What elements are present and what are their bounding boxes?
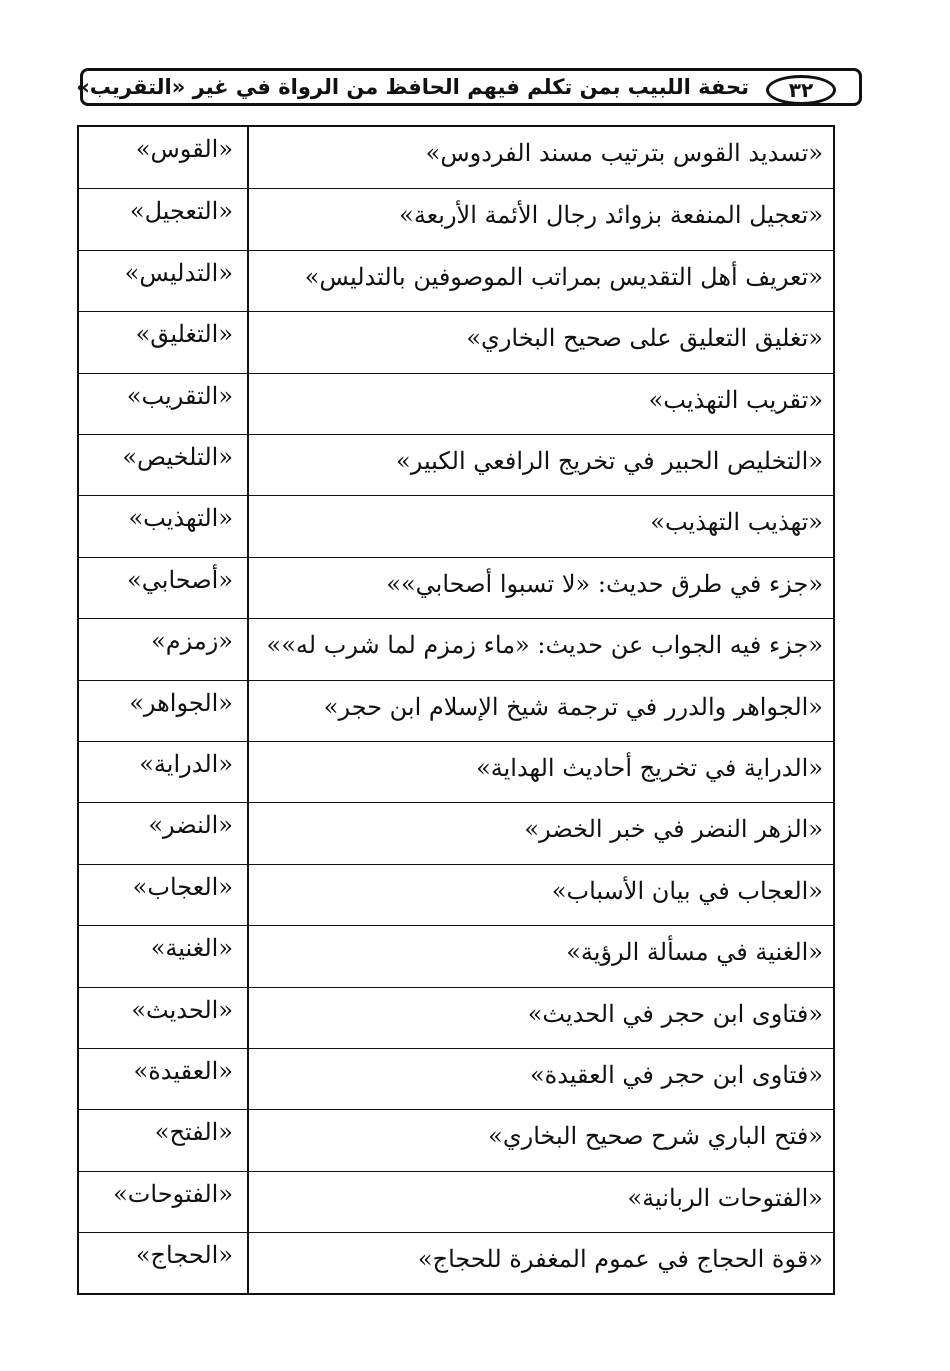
book-title-cell: «الغنية في مسألة الرؤية» xyxy=(566,938,823,967)
table-row xyxy=(79,250,833,311)
table-row xyxy=(79,311,833,372)
book-title-cell: «الدراية في تخريج أحاديث الهداية» xyxy=(476,754,823,782)
table-row xyxy=(79,618,833,679)
book-abbreviation-cell: «الحديث» xyxy=(131,995,233,1024)
book-title-cell: «فتاوى ابن حجر في الحديث» xyxy=(527,999,823,1028)
book-title-cell: «الزهر النضر في خبر الخضر» xyxy=(524,815,823,844)
book-abbreviation-cell: «التهذيب» xyxy=(128,504,233,533)
table-row xyxy=(79,1171,833,1232)
book-abbreviation-cell: «العجاب» xyxy=(132,872,233,901)
table-row xyxy=(79,987,833,1048)
book-title-cell: «التخليص الحبير في تخريج الرافعي الكبير» xyxy=(396,447,823,475)
book-abbreviation-cell: «الغنية» xyxy=(150,934,233,963)
book-title-cell: «العجاب في بيان الأسباب» xyxy=(551,876,823,905)
table-row xyxy=(79,864,833,925)
book-abbreviation-cell: «التعجيل» xyxy=(129,197,233,226)
book-title-cell: «جزء فيه الجواب عن حديث: «ماء زمزم لما شرب له»» xyxy=(266,631,823,660)
table-row xyxy=(79,434,833,495)
abbreviations-table xyxy=(77,125,835,1295)
book-abbreviation-cell: «القوس» xyxy=(135,135,233,163)
book-abbreviation-cell: «الفتح» xyxy=(154,1118,233,1147)
page-number: ٣٢ xyxy=(766,75,836,105)
book-title-cell: «تسديد القوس بترتيب مسند الفردوس» xyxy=(425,139,823,167)
table-row xyxy=(79,188,833,249)
table-row xyxy=(79,127,833,188)
table-row xyxy=(79,741,833,802)
table-row xyxy=(79,1232,833,1293)
table-row xyxy=(79,680,833,741)
table-row xyxy=(79,802,833,863)
book-title-cell: «جزء في طرق حديث: «لا تسبوا أصحابي»» xyxy=(386,569,823,598)
book-abbreviation-cell: «الفتوحات» xyxy=(113,1179,233,1208)
book-title-cell: «تعجيل المنفعة بزوائد رجال الأئمة الأربعة» xyxy=(399,201,823,230)
book-abbreviation-cell: «الدراية» xyxy=(139,750,233,778)
book-title-cell: «قوة الحجاج في عموم المغفرة للحجاج» xyxy=(417,1245,823,1274)
table-row xyxy=(79,495,833,556)
book-title-cell: «تعريف أهل التقديس بمراتب الموصوفين بالتدليس» xyxy=(304,262,823,291)
book-title-cell: «فتح الباري شرح صحيح البخاري» xyxy=(488,1122,823,1151)
book-abbreviation-cell: «النضر» xyxy=(148,811,233,840)
book-title-cell: «فتاوى ابن حجر في العقيدة» xyxy=(529,1061,823,1089)
book-abbreviation-cell: «الجواهر» xyxy=(129,688,233,717)
table-row xyxy=(79,925,833,986)
book-abbreviation-cell: «التدليس» xyxy=(124,258,233,287)
book-abbreviation-cell: «الحجاج» xyxy=(135,1241,233,1270)
table-row xyxy=(79,1109,833,1170)
book-title-cell: «تهذيب التهذيب» xyxy=(650,508,823,537)
book-title-cell: «تغليق التعليق على صحيح البخاري» xyxy=(466,324,823,353)
running-title: تحفة اللبيب بمن تكلم فيهم الحافظ من الرواة في غير «التقريب» xyxy=(76,75,749,99)
book-abbreviation-cell: «أصحابي» xyxy=(127,565,233,594)
running-header xyxy=(76,68,862,106)
book-abbreviation-cell: «التغليق» xyxy=(135,320,233,349)
book-abbreviation-cell: «زمزم» xyxy=(151,627,233,656)
book-title-cell: «الفتوحات الربانية» xyxy=(627,1183,823,1212)
table-row xyxy=(79,1048,833,1109)
table-row xyxy=(79,373,833,434)
book-abbreviation-cell: «التقريب» xyxy=(126,381,233,410)
book-title-cell: «الجواهر والدرر في ترجمة شيخ الإسلام ابن حجر» xyxy=(323,692,823,721)
book-title-cell: «تقريب التهذيب» xyxy=(648,385,823,414)
table-row xyxy=(79,557,833,618)
book-abbreviation-cell: «التلخيص» xyxy=(122,443,233,471)
book-abbreviation-cell: «العقيدة» xyxy=(133,1057,233,1085)
